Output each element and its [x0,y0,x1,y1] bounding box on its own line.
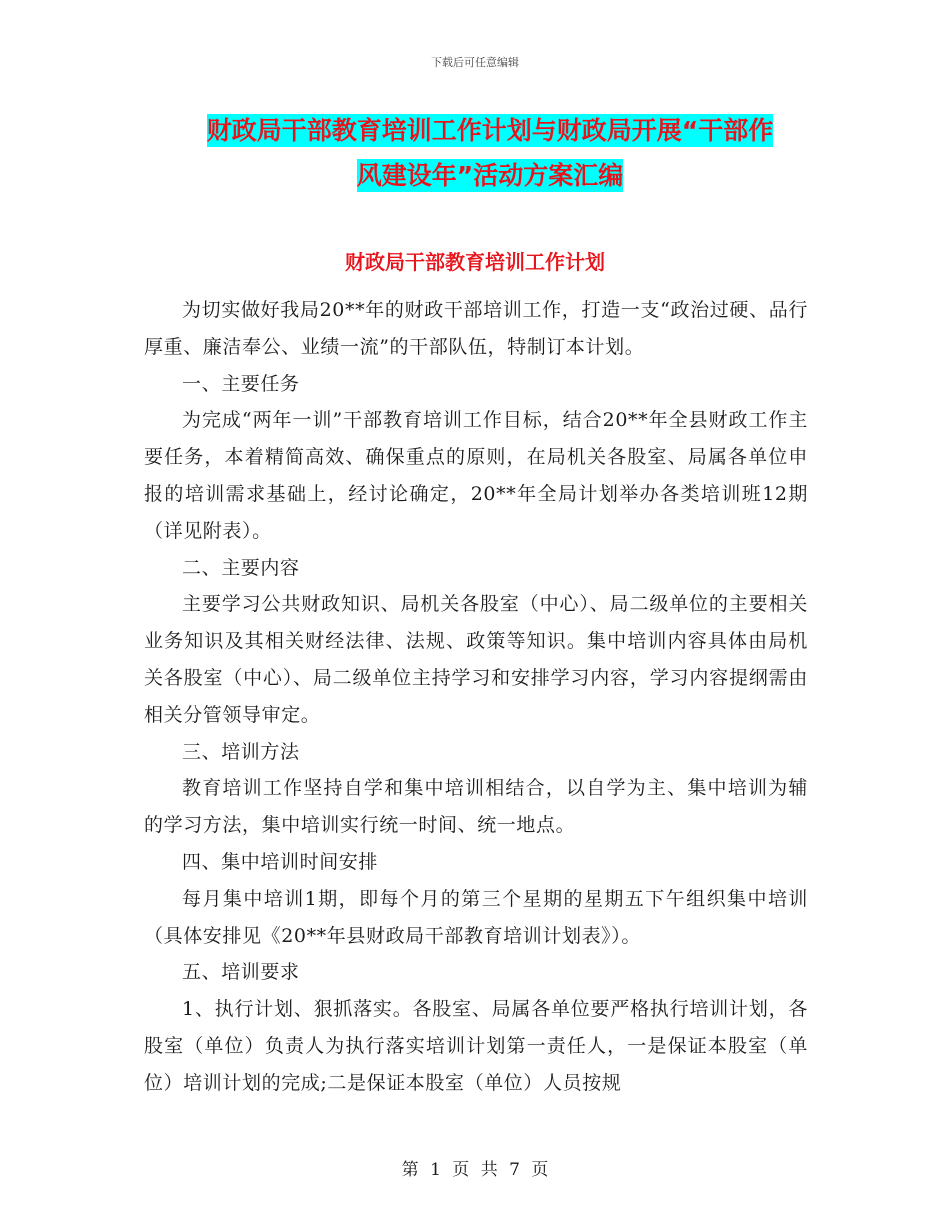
document-title-line-2: 风建设年”活动方案汇编 [356,161,624,190]
paragraph-training-method: 教育培训工作坚持自学和集中培训相结合，以自学为主、集中培训为辅的学习方法，集中培训实行统一时间、统一地点。 [144,777,808,837]
document-title [160,108,820,198]
heading-requirements: 五、培训要求 [182,961,300,984]
heading-main-content: 二、主要内容 [182,556,300,579]
document-body [144,292,808,1102]
heading-schedule: 四、集中培训时间安排 [182,850,379,873]
paragraph-schedule: 每月集中培训1期，即每个月的第三个星期的星期五下午组织集中培训（具体安排见《20**年县财政局干部教育培训计划表》）。 [144,887,808,947]
heading-main-tasks: 一、主要任务 [182,372,300,395]
paragraph-intro: 为切实做好我局20**年的财政干部培训工作，打造一支“政治过硬、品行厚重、廉洁奉公、业绩一流”的干部队伍，特制订本计划。 [144,299,808,358]
document-title-line-1: 财政局干部教育培训工作计划与财政局开展“干部作 [206,116,774,145]
heading-training-method: 三、培训方法 [182,740,300,763]
header-note: 下载后可任意编辑 [431,56,519,69]
paragraph-requirement-1: 1、执行计划、狠抓落实。各股室、局属各单位要严格执行培训计划，各股室（单位）负责人为执行落实培训计划第一责任人，一是保证本股室（单位）培训计划的完成;二是保证本股室（单位）人员按规 [144,998,808,1094]
section-title: 财政局干部教育培训工作计划 [345,250,605,274]
page-footer: 第 1 页 共 7 页 [401,1160,549,1180]
paragraph-main-content: 主要学习公共财政知识、局机关各股室（中心）、局二级单位的主要相关业务知识及其相关财经法律、法规、政策等知识。集中培训内容具体由局机关各股室（中心）、局二级单位主持学习和安排学习内容，学习内容提纲需由相关分管领导审定。 [144,593,808,726]
paragraph-main-tasks: 为完成“两年一训”干部教育培训工作目标，结合20**年全县财政工作主要任务，本着精简高效、确保重点的原则，在局机关各股室、局属各单位申报的培训需求基础上，经讨论确定，20**年全局计划举办各类培训班12期（详见附表）。 [144,409,808,542]
